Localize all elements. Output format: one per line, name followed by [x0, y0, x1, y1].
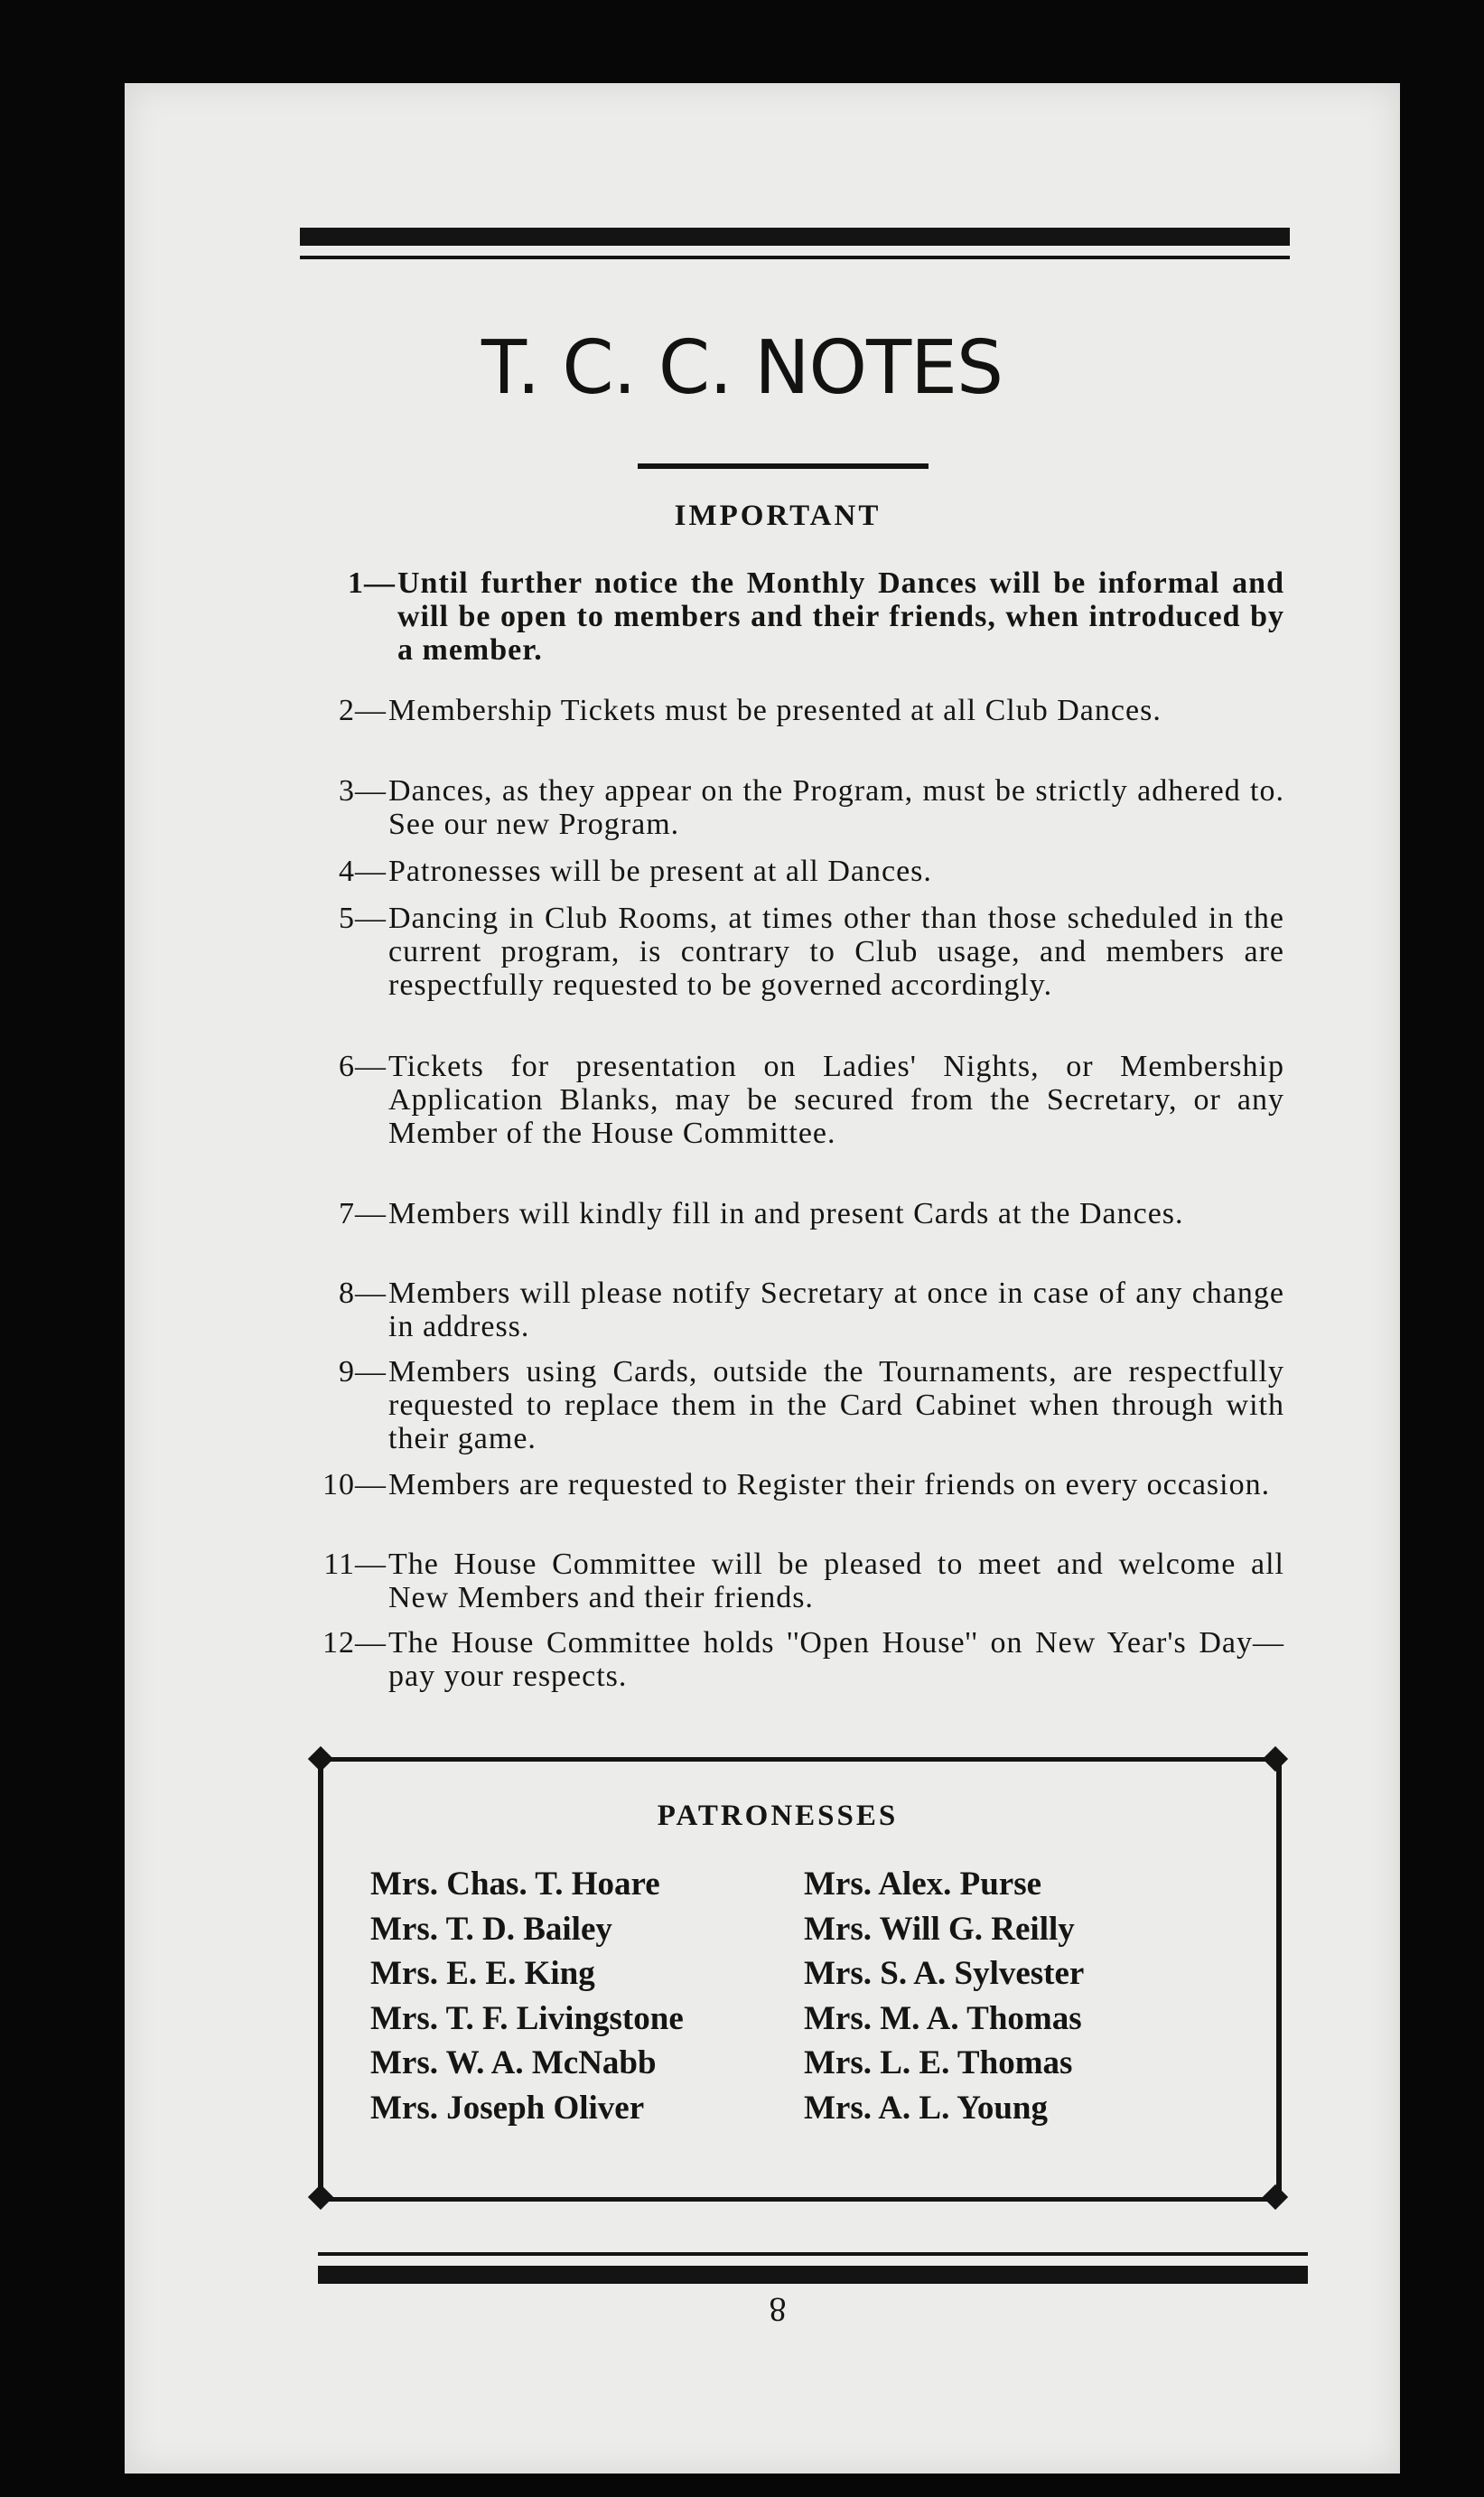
note-text: Members will kindly fill in and present Cards at the Dances. — [388, 1197, 1184, 1230]
patroness-name: Mrs. E. E. King — [370, 1955, 595, 1992]
patroness-name: Mrs. A. L. Young — [804, 2089, 1049, 2127]
page-number: 8 — [769, 2290, 787, 2328]
patroness-name: Mrs. Alex. Purse — [804, 1866, 1042, 1903]
note-number: 11— — [323, 1548, 387, 1581]
note-text: Tickets for presentation on Ladies' Nights, or Membership Application Blanks, may be secured from the Secretary, or any Member of the House Committee. — [388, 1050, 1284, 1150]
note-item — [339, 902, 1284, 1002]
note-item — [348, 566, 1284, 667]
note-item — [339, 774, 1284, 841]
note-number: 3— — [339, 774, 387, 808]
note-text: Dancing in Club Rooms, at times other than those scheduled in the current program, is contrary to Club usage, and members are respectfully requested to be governed accordingly. — [388, 902, 1284, 1002]
patronesses-left-column — [370, 1862, 684, 2130]
note-item — [339, 1050, 1284, 1150]
note-item — [339, 1355, 1284, 1455]
patroness-name: Mrs. M. A. Thomas — [804, 1999, 1082, 2037]
note-text: Members will please notify Secretary at once in case of any change in address. — [388, 1277, 1284, 1343]
note-item — [339, 694, 1284, 727]
note-text: Membership Tickets must be presented at all Club Dances. — [388, 694, 1162, 727]
patronesses-right-column — [804, 1862, 1084, 2130]
note-text: The House Committee will be pleased to meet and welcome all New Members and their friends. — [388, 1548, 1284, 1614]
note-number: 10— — [322, 1468, 387, 1501]
note-number: 12— — [322, 1626, 387, 1660]
patroness-name: Mrs. Will G. Reilly — [804, 1910, 1075, 1948]
note-item — [322, 1626, 1284, 1693]
note-item — [339, 855, 1284, 888]
patroness-name: Mrs. L. E. Thomas — [804, 2044, 1073, 2081]
note-text: Patronesses will be present at all Dances. — [388, 855, 932, 888]
note-number: 9— — [339, 1355, 387, 1389]
note-number: 4— — [339, 855, 387, 888]
note-text: Until further notice the Monthly Dances will be informal and will be open to members and their friends, when introduced by a member. — [397, 566, 1284, 667]
note-item — [339, 1277, 1284, 1343]
note-number: 2— — [339, 694, 387, 727]
note-number: 8— — [339, 1277, 387, 1310]
note-item — [323, 1548, 1284, 1614]
note-number: 5— — [339, 902, 387, 935]
note-number: 7— — [339, 1197, 387, 1230]
note-text: Members are requested to Register their friends on every occasion. — [388, 1468, 1271, 1501]
note-text: Members using Cards, outside the Tournaments, are respectfully requested to replace them in the Card Cabinet when through with their game. — [388, 1355, 1284, 1455]
bottom-thin-rule — [318, 2252, 1308, 2256]
bottom-thick-rule — [318, 2266, 1308, 2284]
patroness-name: Mrs. T. D. Bailey — [370, 1910, 612, 1948]
note-item — [322, 1468, 1284, 1501]
patroness-name: Mrs. S. A. Sylvester — [804, 1955, 1085, 1992]
patroness-name: Mrs. T. F. Livingstone — [370, 1999, 684, 2037]
note-item — [339, 1197, 1284, 1230]
patroness-name: Mrs. W. A. McNabb — [370, 2044, 657, 2081]
note-text: The House Committee holds ''Open House'' on New Year's Day—pay your respects. — [388, 1626, 1284, 1693]
patroness-name: Mrs. Chas. T. Hoare — [370, 1866, 660, 1903]
note-number: 6— — [339, 1050, 387, 1083]
important-heading: IMPORTANT — [674, 500, 882, 532]
patroness-name: Mrs. Joseph Oliver — [370, 2089, 645, 2127]
note-text: Dances, as they appear on the Program, must be strictly adhered to. See our new Program. — [388, 774, 1284, 841]
note-number: 1— — [348, 566, 396, 600]
page-title: T. C. C. NOTES — [481, 325, 1003, 411]
patronesses-heading: PATRONESSES — [657, 1800, 899, 1832]
